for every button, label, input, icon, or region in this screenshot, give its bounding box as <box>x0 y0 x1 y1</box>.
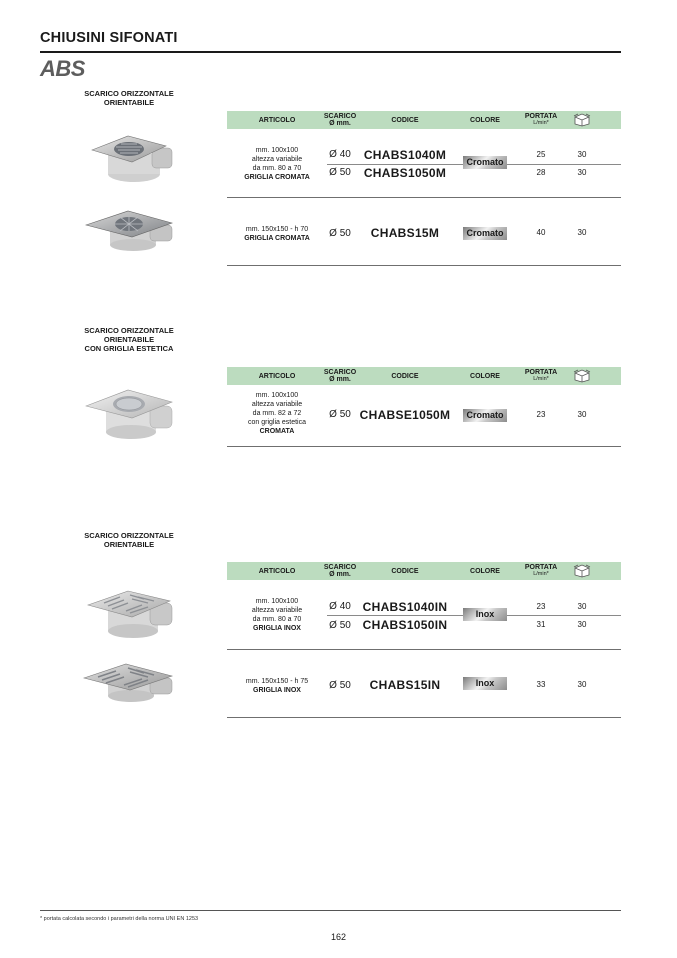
product-description: mm. 100x100 altezza variabile da mm. 82 a 72 con griglia estetica CROMATA <box>248 392 306 435</box>
product-code: CHABS1040IN <box>362 600 448 614</box>
row-rule <box>227 649 621 650</box>
section-3-label-line: SCARICO ORIZZONTALE <box>84 531 174 540</box>
header-scarico: SCARICO Ø mm. <box>323 369 357 383</box>
flow-rate-value: 23 <box>536 410 546 419</box>
section-2-label <box>70 326 188 353</box>
drain-inox-100-image <box>86 585 180 641</box>
drain-aesthetic-grid-image <box>84 384 180 442</box>
header-articolo: ARTICOLO <box>258 116 296 124</box>
flow-rate-value: 28 <box>536 168 546 177</box>
diameter-value: Ø 50 <box>329 228 351 239</box>
pack-quantity-value: 30 <box>577 168 587 177</box>
pack-quantity-value: 30 <box>577 228 587 237</box>
box-icon <box>571 367 593 385</box>
product-description: mm. 150x150 - h 75 GRIGLIA INOX <box>245 678 309 694</box>
header-codice: CODICE <box>391 372 419 380</box>
drain-chrome-150-image <box>84 205 180 255</box>
flow-rate-value: 33 <box>536 680 546 689</box>
product-code: CHABS15M <box>370 226 440 240</box>
page-number: 162 <box>330 932 347 942</box>
product-code: CHABS15IN <box>369 678 441 692</box>
section-1-label <box>70 89 188 107</box>
brand-logo: ABS <box>40 56 85 81</box>
header-scarico: SCARICO Ø mm. <box>323 113 357 127</box>
product-code: CHABS1050M <box>363 166 447 180</box>
pack-quantity-value: 30 <box>577 602 587 611</box>
box-icon <box>571 562 593 580</box>
diameter-value: Ø 40 <box>329 601 351 612</box>
section-3-label-line: ORIENTABILE <box>103 540 155 549</box>
header-articolo: ARTICOLO <box>258 567 296 575</box>
product-code: CHABSE1050M <box>359 408 451 422</box>
section-3-label <box>70 531 188 549</box>
pack-quantity-value: 30 <box>577 410 587 419</box>
section-2-label-line: ORIENTABILE <box>103 335 155 344</box>
header-codice: CODICE <box>391 567 419 575</box>
color-badge: Inox <box>463 677 507 690</box>
flow-rate-value: 25 <box>536 150 546 159</box>
drain-inox-150-image <box>82 658 180 706</box>
row-rule <box>227 265 621 266</box>
color-badge: Inox <box>463 608 507 621</box>
product-description: mm. 100x100 altezza variabile da mm. 80 a 70 GRIGLIA INOX <box>251 598 303 632</box>
footnote: * portata calcolata secondo i parametri della norma UNI EN 1253 <box>40 916 199 922</box>
header-portata: PORTATA L/min* <box>524 113 558 126</box>
header-scarico: SCARICO Ø mm. <box>323 564 357 578</box>
flow-rate-value: 23 <box>536 602 546 611</box>
product-code: CHABS1040M <box>363 148 447 162</box>
section-1-label-line: SCARICO ORIZZONTALE <box>84 89 174 98</box>
product-code: CHABS1050IN <box>362 618 448 632</box>
diameter-value: Ø 50 <box>329 620 351 631</box>
row-divider <box>509 164 621 165</box>
header-colore: COLORE <box>470 372 500 380</box>
diameter-value: Ø 50 <box>329 167 351 178</box>
header-portata: PORTATA L/min* <box>524 369 558 382</box>
row-rule <box>227 717 621 718</box>
table-header <box>227 562 621 580</box>
header-portata: PORTATA L/min* <box>524 564 558 577</box>
header-colore: COLORE <box>470 567 500 575</box>
drain-chrome-100-image <box>88 130 180 186</box>
section-1-label-line: ORIENTABILE <box>103 98 155 107</box>
color-badge: Cromato <box>463 227 507 240</box>
diameter-value: Ø 50 <box>329 409 351 420</box>
page-title: CHIUSINI SIFONATI <box>40 30 178 46</box>
product-description: mm. 100x100 altezza variabile da mm. 80 a 70 GRIGLIA CROMATA <box>244 147 310 181</box>
row-rule <box>227 446 621 447</box>
row-rule <box>227 197 621 198</box>
box-icon <box>571 111 593 129</box>
diameter-value: Ø 40 <box>329 149 351 160</box>
header-colore: COLORE <box>470 116 500 124</box>
section-2-label-line: CON GRIGLIA ESTETICA <box>84 344 174 353</box>
color-badge: Cromato <box>463 156 507 169</box>
pack-quantity-value: 30 <box>577 620 587 629</box>
row-divider <box>509 615 621 616</box>
title-rule <box>40 51 621 53</box>
flow-rate-value: 31 <box>536 620 546 629</box>
table-header <box>227 111 621 129</box>
product-description: mm. 150x150 - h 70 GRIGLIA CROMATA <box>244 226 310 242</box>
footer-rule <box>40 910 621 911</box>
table-header <box>227 367 621 385</box>
section-2-label-line: SCARICO ORIZZONTALE <box>84 326 174 335</box>
flow-rate-value: 40 <box>536 228 546 237</box>
diameter-value: Ø 50 <box>329 680 351 691</box>
color-badge: Cromato <box>463 409 507 422</box>
pack-quantity-value: 30 <box>577 680 587 689</box>
pack-quantity-value: 30 <box>577 150 587 159</box>
header-articolo: ARTICOLO <box>258 372 296 380</box>
header-codice: CODICE <box>391 116 419 124</box>
